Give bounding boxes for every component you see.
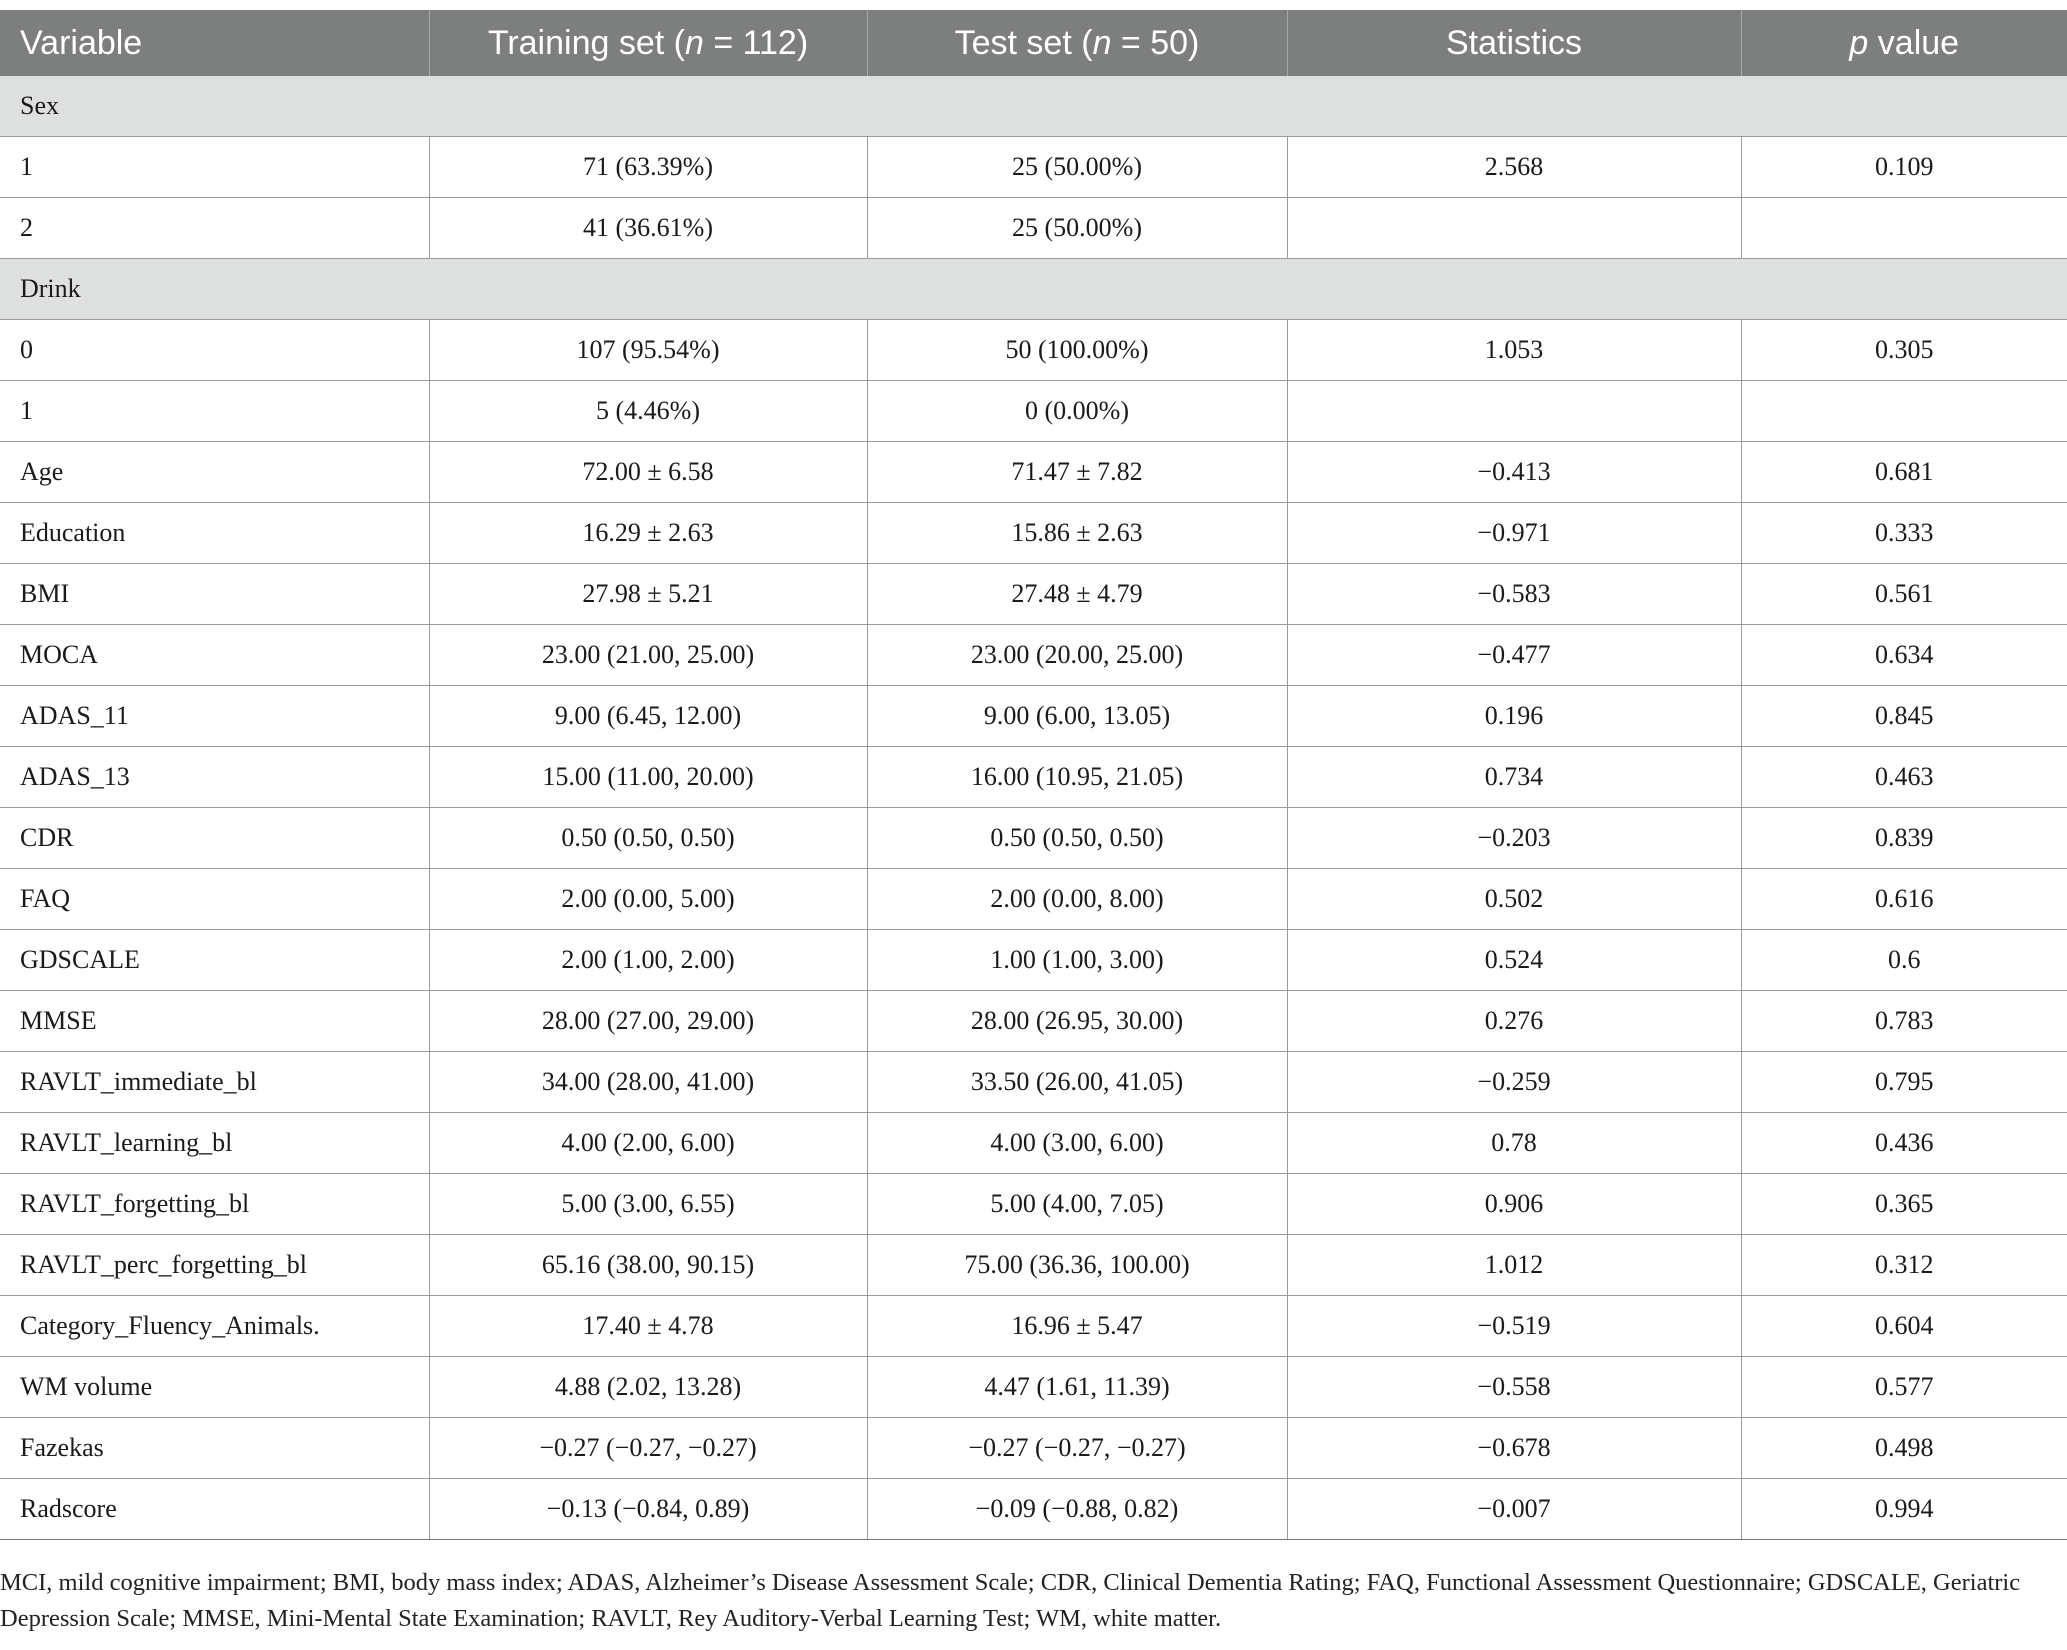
cell-p-value: 0.436 (1741, 1113, 2067, 1174)
cell-variable: FAQ (0, 869, 429, 930)
cell-statistics: 1.012 (1287, 1235, 1741, 1296)
table-row (0, 1052, 2067, 1113)
table-row (0, 686, 2067, 747)
cell-p-value: 0.333 (1741, 503, 2067, 564)
table-row (0, 1296, 2067, 1357)
table-row (0, 198, 2067, 259)
cell-p-value: 0.839 (1741, 808, 2067, 869)
cell-variable: Education (0, 503, 429, 564)
cell-training: −0.13 (−0.84, 0.89) (429, 1479, 867, 1540)
cell-test: 9.00 (6.00, 13.05) (867, 686, 1287, 747)
cell-training: 5.00 (3.00, 6.55) (429, 1174, 867, 1235)
cell-variable: ADAS_11 (0, 686, 429, 747)
header-test-suffix: = 50) (1111, 23, 1200, 62)
cell-training: 23.00 (21.00, 25.00) (429, 625, 867, 686)
cell-test: 25 (50.00%) (867, 137, 1287, 198)
table-row (0, 442, 2067, 503)
group-label: Drink (0, 259, 2067, 320)
cell-test: 5.00 (4.00, 7.05) (867, 1174, 1287, 1235)
cell-p-value: 0.994 (1741, 1479, 2067, 1540)
cell-p-value (1741, 381, 2067, 442)
header-p-suffix: value (1868, 23, 1960, 62)
cell-p-value: 0.577 (1741, 1357, 2067, 1418)
cell-variable: 1 (0, 137, 429, 198)
cell-variable: Radscore (0, 1479, 429, 1540)
cell-test: 25 (50.00%) (867, 198, 1287, 259)
header-variable: Variable (0, 10, 429, 76)
cell-training: 2.00 (1.00, 2.00) (429, 930, 867, 991)
cell-statistics: 0.906 (1287, 1174, 1741, 1235)
cell-statistics: −0.259 (1287, 1052, 1741, 1113)
header-statistics: Statistics (1287, 10, 1741, 76)
data-table (0, 10, 2067, 1540)
table-row (0, 564, 2067, 625)
table-row (0, 1113, 2067, 1174)
cell-p-value: 0.681 (1741, 442, 2067, 503)
cell-p-value: 0.498 (1741, 1418, 2067, 1479)
table-row (0, 1235, 2067, 1296)
cell-statistics: 0.502 (1287, 869, 1741, 930)
cell-p-value: 0.634 (1741, 625, 2067, 686)
table-header (0, 10, 2067, 76)
cell-test: 15.86 ± 2.63 (867, 503, 1287, 564)
cell-statistics: −0.971 (1287, 503, 1741, 564)
cell-p-value: 0.463 (1741, 747, 2067, 808)
table-body (0, 76, 2067, 1540)
cell-variable: BMI (0, 564, 429, 625)
cell-statistics: 1.053 (1287, 320, 1741, 381)
cell-test: −0.09 (−0.88, 0.82) (867, 1479, 1287, 1540)
cell-variable: 0 (0, 320, 429, 381)
cell-statistics: 2.568 (1287, 137, 1741, 198)
cell-variable: MMSE (0, 991, 429, 1052)
cell-training: 27.98 ± 5.21 (429, 564, 867, 625)
cell-statistics (1287, 381, 1741, 442)
cell-p-value: 0.305 (1741, 320, 2067, 381)
table-row (0, 808, 2067, 869)
cell-variable: Category_Fluency_Animals. (0, 1296, 429, 1357)
table-footnote: MCI, mild cognitive impairment; BMI, body mass index; ADAS, Alzheimer’s Disease Assessment Scale; CDR, Clinical Dementia Rating; FAQ, Functional Assessment Questionnaire; GDSCALE, Geriatric Depression Scale; MMSE, Mini-Mental State Examination; RAVLT, Rey Auditory-Verbal Learning Test; WM, white matter. (0, 1569, 2021, 1632)
cell-training: 9.00 (6.45, 12.00) (429, 686, 867, 747)
cell-test: 75.00 (36.36, 100.00) (867, 1235, 1287, 1296)
cell-test: 23.00 (20.00, 25.00) (867, 625, 1287, 686)
cell-p-value: 0.845 (1741, 686, 2067, 747)
cell-training: −0.27 (−0.27, −0.27) (429, 1418, 867, 1479)
cell-p-value: 0.312 (1741, 1235, 2067, 1296)
cell-training: 4.88 (2.02, 13.28) (429, 1357, 867, 1418)
cell-statistics: −0.678 (1287, 1418, 1741, 1479)
cell-test: −0.27 (−0.27, −0.27) (867, 1418, 1287, 1479)
table-row (0, 503, 2067, 564)
cell-p-value: 0.616 (1741, 869, 2067, 930)
cell-statistics: 0.196 (1287, 686, 1741, 747)
cell-test: 28.00 (26.95, 30.00) (867, 991, 1287, 1052)
cell-p-value (1741, 198, 2067, 259)
cell-p-value: 0.6 (1741, 930, 2067, 991)
cell-variable: CDR (0, 808, 429, 869)
header-row (0, 10, 2067, 76)
cell-variable: MOCA (0, 625, 429, 686)
cell-training: 16.29 ± 2.63 (429, 503, 867, 564)
cell-variable: RAVLT_learning_bl (0, 1113, 429, 1174)
cell-training: 0.50 (0.50, 0.50) (429, 808, 867, 869)
cell-variable: 2 (0, 198, 429, 259)
cell-statistics: −0.477 (1287, 625, 1741, 686)
cell-variable: 1 (0, 381, 429, 442)
cell-test: 27.48 ± 4.79 (867, 564, 1287, 625)
cell-p-value: 0.109 (1741, 137, 2067, 198)
cell-test: 4.47 (1.61, 11.39) (867, 1357, 1287, 1418)
cell-training: 107 (95.54%) (429, 320, 867, 381)
cell-test: 33.50 (26.00, 41.05) (867, 1052, 1287, 1113)
table-row (0, 1174, 2067, 1235)
cell-statistics: 0.524 (1287, 930, 1741, 991)
group-label: Sex (0, 76, 2067, 137)
cell-statistics: 0.734 (1287, 747, 1741, 808)
cell-statistics: −0.413 (1287, 442, 1741, 503)
cell-training: 71 (63.39%) (429, 137, 867, 198)
cell-test: 16.96 ± 5.47 (867, 1296, 1287, 1357)
table-row (0, 930, 2067, 991)
cell-statistics: −0.583 (1287, 564, 1741, 625)
cell-training: 15.00 (11.00, 20.00) (429, 747, 867, 808)
table-row (0, 137, 2067, 198)
cell-p-value: 0.604 (1741, 1296, 2067, 1357)
cell-test: 0 (0.00%) (867, 381, 1287, 442)
cell-test: 16.00 (10.95, 21.05) (867, 747, 1287, 808)
cell-training: 34.00 (28.00, 41.00) (429, 1052, 867, 1113)
table-row (0, 1479, 2067, 1540)
cell-p-value: 0.783 (1741, 991, 2067, 1052)
cell-test: 0.50 (0.50, 0.50) (867, 808, 1287, 869)
cell-statistics: −0.203 (1287, 808, 1741, 869)
cell-statistics: −0.558 (1287, 1357, 1741, 1418)
cell-test: 1.00 (1.00, 3.00) (867, 930, 1287, 991)
header-test-set (867, 10, 1287, 76)
cell-variable: ADAS_13 (0, 747, 429, 808)
group-row-drink (0, 259, 2067, 320)
cell-test: 71.47 ± 7.82 (867, 442, 1287, 503)
cell-statistics: −0.519 (1287, 1296, 1741, 1357)
table-row (0, 747, 2067, 808)
cell-p-value: 0.795 (1741, 1052, 2067, 1113)
table-row (0, 991, 2067, 1052)
cell-training: 5 (4.46%) (429, 381, 867, 442)
table-row (0, 625, 2067, 686)
cell-p-value: 0.561 (1741, 564, 2067, 625)
header-training-set (429, 10, 867, 76)
cell-training: 65.16 (38.00, 90.15) (429, 1235, 867, 1296)
cell-training: 2.00 (0.00, 5.00) (429, 869, 867, 930)
cell-variable: GDSCALE (0, 930, 429, 991)
cell-p-value: 0.365 (1741, 1174, 2067, 1235)
table-row (0, 381, 2067, 442)
cell-statistics: 0.276 (1287, 991, 1741, 1052)
cell-training: 28.00 (27.00, 29.00) (429, 991, 867, 1052)
cell-training: 17.40 ± 4.78 (429, 1296, 867, 1357)
table-row (0, 320, 2067, 381)
cell-training: 4.00 (2.00, 6.00) (429, 1113, 867, 1174)
group-row-sex (0, 76, 2067, 137)
cell-training: 41 (36.61%) (429, 198, 867, 259)
table-row (0, 1357, 2067, 1418)
header-p-value (1741, 10, 2067, 76)
header-test-n: n (1092, 23, 1112, 62)
cell-variable: Age (0, 442, 429, 503)
table-row (0, 869, 2067, 930)
cell-statistics: 0.78 (1287, 1113, 1741, 1174)
cell-variable: RAVLT_immediate_bl (0, 1052, 429, 1113)
cell-training: 72.00 ± 6.58 (429, 442, 867, 503)
cell-test: 50 (100.00%) (867, 320, 1287, 381)
cell-variable: RAVLT_forgetting_bl (0, 1174, 429, 1235)
header-test-prefix: Test set ( (954, 23, 1093, 62)
header-p-italic: p (1849, 23, 1869, 62)
header-training-n: n (684, 23, 704, 62)
cell-test: 2.00 (0.00, 8.00) (867, 869, 1287, 930)
cell-statistics (1287, 198, 1741, 259)
cell-statistics: −0.007 (1287, 1479, 1741, 1540)
cell-variable: WM volume (0, 1357, 429, 1418)
header-training-suffix: = 112) (703, 23, 809, 62)
header-training-prefix: Training set ( (487, 23, 685, 62)
table-row (0, 1418, 2067, 1479)
cell-variable: RAVLT_perc_forgetting_bl (0, 1235, 429, 1296)
cell-test: 4.00 (3.00, 6.00) (867, 1113, 1287, 1174)
cell-variable: Fazekas (0, 1418, 429, 1479)
